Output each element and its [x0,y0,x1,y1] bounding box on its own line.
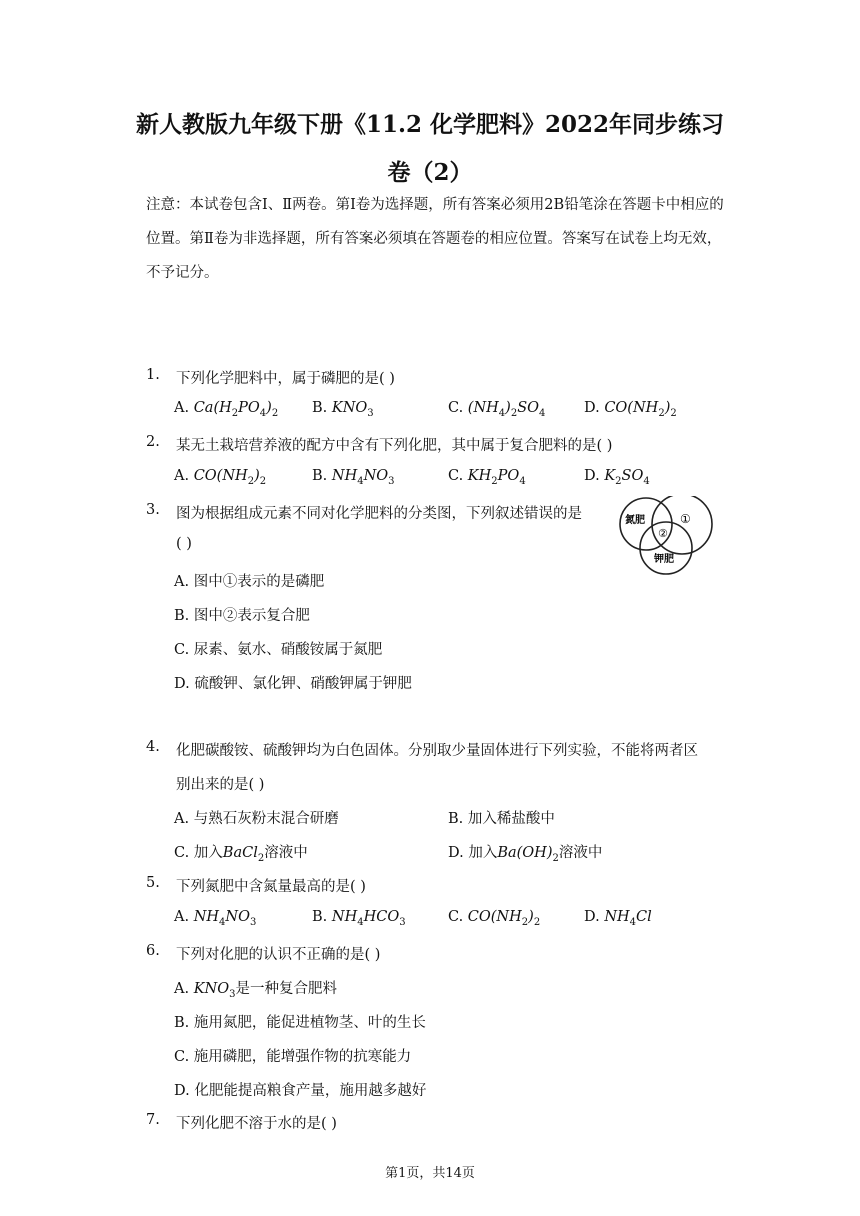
option-c[interactable]: C. $KH_2PO_4$ [448,468,526,487]
option-b[interactable]: B. $NH_4NO_3$ [312,468,395,487]
question-text-continued: ( ) [176,536,192,552]
option-b[interactable]: B. $KNO_3$ [312,400,374,419]
question-text: 化肥碳酸铵、硫酸钾均为白色固体。分别取少量固体进行下列实验，不能将两者区 [176,743,698,759]
question-number: 6. [146,943,160,959]
option-d[interactable]: D. 硫酸钾、氯化钾、硝酸钾属于钾肥 [174,676,412,692]
option-d[interactable]: D. $NH_4Cl$ [584,909,652,928]
exam-title-line2: 卷（2） [387,159,473,186]
venn-region-1: ① [680,512,691,526]
option-b[interactable]: B. 图中②表示复合肥 [174,608,310,624]
option-b[interactable]: B. 加入稀盐酸中 [448,811,555,827]
option-c[interactable]: C. 施用磷肥，能增强作物的抗寒能力 [174,1049,412,1065]
option-d[interactable]: D. 化肥能提高粮食产量，施用越多越好 [174,1083,427,1099]
question-text: 下列氮肥中含氮量最高的是( ) [176,879,366,895]
option-c[interactable]: C. $(NH_4)_2SO_4$ [448,400,546,419]
option-a[interactable]: A. 与熟石灰粉末混合研磨 [174,811,339,827]
option-c[interactable]: C. 尿素、氨水、硝酸铵属于氮肥 [174,642,383,658]
question-text-continued: 别出来的是( ) [176,777,265,793]
option-d[interactable]: D. $K_2SO_4$ [584,468,650,487]
question-text: 某无土栽培营养液的配方中含有下列化肥，其中属于复合肥料的是( ) [176,438,613,454]
option-d[interactable]: D. $CO(NH_2)_2$ [584,400,677,419]
option-c[interactable]: C. $CO(NH_2)_2$ [448,909,541,928]
question-number: 4. [146,739,160,755]
option-b[interactable]: B. $NH_4HCO_3$ [312,909,406,928]
option-a[interactable]: A. $CO(NH_2)_2$ [174,468,267,487]
question-text: 图为根据组成元素不同对化学肥料的分类图，下列叙述错误的是 [176,506,582,522]
option-d[interactable]: D. 加入$Ba(OH)_2$溶液中 [448,845,603,864]
question-number: 5. [146,875,160,891]
notice-text: 注意：本试卷包含Ⅰ、Ⅱ两卷。第Ⅰ卷为选择题，所有答案必须用2B铅笔涂在答题卡中相应的位置。第Ⅱ卷为非选择题，所有答案必须填在答题卷的相应位置。答案写在试卷上均无效，不予记分。 [146,197,724,281]
option-a[interactable]: A. 图中①表示的是磷肥 [174,574,325,590]
option-a[interactable]: A. $Ca(H_2PO_4)_2$ [174,400,279,419]
fertilizer-venn-diagram [608,496,716,578]
option-b[interactable]: B. 施用氮肥，能促进植物茎、叶的生长 [174,1015,426,1031]
question-number: 2. [146,434,160,450]
option-a[interactable]: A. $KNO_3$是一种复合肥料 [174,981,337,1000]
venn-label-nitrogen: 氮肥 [625,515,645,526]
question-text: 下列化肥不溶于水的是( ) [176,1116,337,1132]
option-a[interactable]: A. $NH_4NO_3$ [174,909,257,928]
venn-label-potassium: 钾肥 [654,554,674,565]
venn-region-2: ② [658,527,668,540]
exam-title: 新人教版九年级下册《11.2 化学肥料》2022年同步练习 [135,111,725,138]
page-footer: 第1页，共14页 [385,1166,475,1181]
question-text: 下列化学肥料中，属于磷肥的是( ) [176,371,395,387]
question-number: 3. [146,502,160,518]
option-c[interactable]: C. 加入BaCl$_2$溶液中 [174,845,308,864]
question-number: 7. [146,1112,160,1128]
question-text: 下列对化肥的认识不正确的是( ) [176,947,381,963]
question-number: 1. [146,367,160,383]
